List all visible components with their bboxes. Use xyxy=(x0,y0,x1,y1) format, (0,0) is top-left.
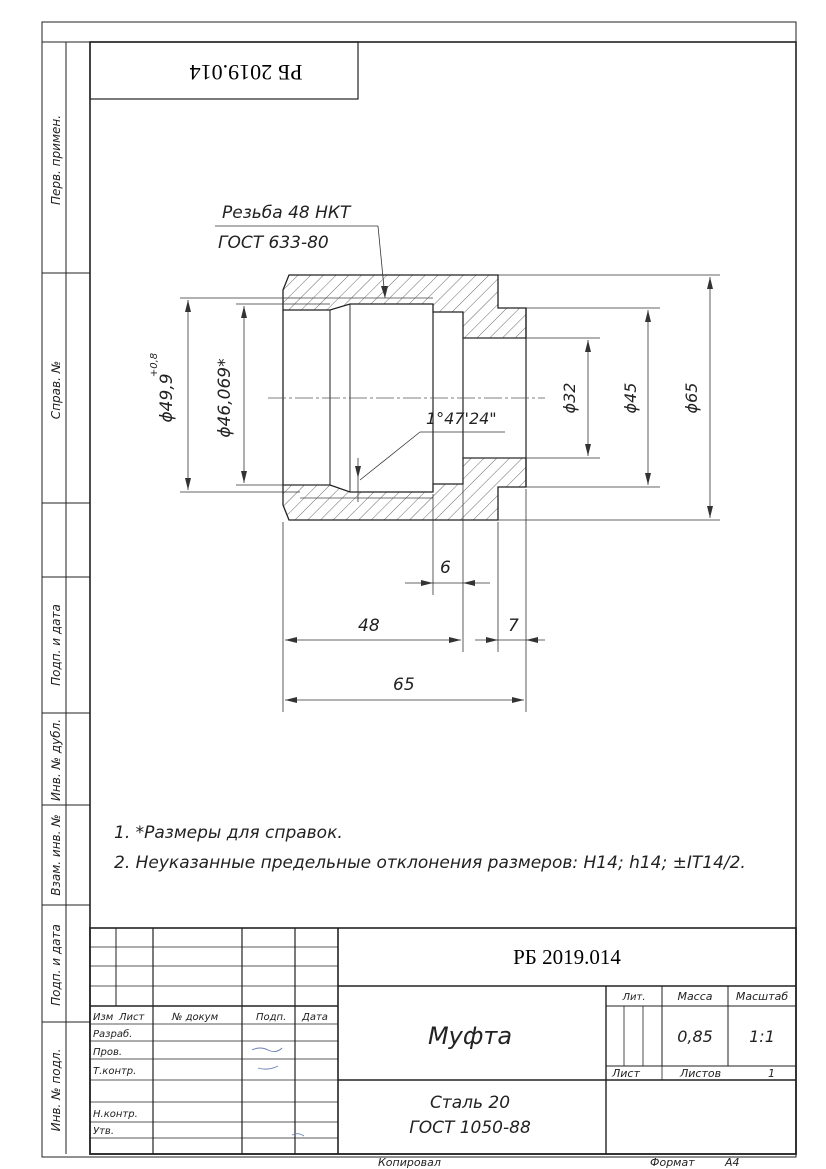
upper-wall-hatch xyxy=(283,275,526,338)
header-izm: Изм xyxy=(93,1012,114,1023)
role-t-kontr: Т.контр. xyxy=(93,1066,137,1077)
side-label-vzam-inv: Взам. инв. № xyxy=(49,814,63,896)
title-block-document-code: РБ 2019.014 xyxy=(513,945,621,969)
dim-diameter-46-069: ϕ46,069* xyxy=(215,358,235,438)
header-list: Лист xyxy=(119,1012,145,1023)
side-label-podp-data-2: Подп. и дата xyxy=(49,924,63,1006)
header-data: Дата xyxy=(302,1012,328,1023)
dim-taper-angle: 1°47'24" xyxy=(426,409,497,428)
dim-diameter-65: ϕ65 xyxy=(682,382,701,414)
part-name: Муфта xyxy=(427,1022,513,1050)
label-massa: Масса xyxy=(677,990,713,1003)
scale-value: 1:1 xyxy=(749,1027,775,1046)
side-label-inv-podl: Инв. № подл. xyxy=(49,1048,63,1132)
material-line-1: Сталь 20 xyxy=(429,1093,511,1113)
dim-diameter-49-9: ϕ49,9 xyxy=(157,373,177,423)
side-label-podp-data-1: Подп. и дата xyxy=(49,604,63,686)
role-n-kontr: Н.контр. xyxy=(93,1109,138,1120)
left-margin-strip xyxy=(42,42,90,1154)
label-format: Формат xyxy=(650,1156,695,1169)
label-listov: Листов xyxy=(680,1067,722,1080)
lower-wall-hatch xyxy=(283,458,526,520)
side-label-inv-dubl: Инв. № дубл. xyxy=(49,718,63,802)
note-line-1: 1. *Размеры для справок. xyxy=(114,823,343,843)
format-value: А4 xyxy=(725,1156,740,1169)
dim-length-65: 65 xyxy=(393,675,415,695)
role-utv: Утв. xyxy=(93,1126,114,1137)
label-kopiroval: Копировал xyxy=(378,1156,441,1169)
dim-diameter-49-9-tolerance: +0,8 xyxy=(149,352,160,378)
dim-length-6: 6 xyxy=(440,558,451,578)
thread-note-line-2: ГОСТ 633-80 xyxy=(218,233,329,253)
role-prov: Пров. xyxy=(93,1047,123,1058)
signature-marks xyxy=(252,1048,304,1136)
dim-length-48: 48 xyxy=(358,616,380,636)
label-masshtab: Масштаб xyxy=(735,990,789,1003)
part-section-view xyxy=(268,275,545,520)
side-label-perv-primen: Перв. примен. xyxy=(49,114,63,206)
rotated-document-code: РБ 2019.014 xyxy=(189,59,303,85)
label-lit: Лит. xyxy=(622,992,646,1003)
label-list-sheet: Лист xyxy=(612,1067,640,1080)
dim-diameter-45: ϕ45 xyxy=(621,382,640,414)
dim-diameter-32: ϕ32 xyxy=(560,382,579,414)
mass-value: 0,85 xyxy=(677,1027,713,1046)
inner-frame xyxy=(90,42,796,1154)
thread-note-line-1: Резьба 48 НКТ xyxy=(222,203,351,223)
note-line-2: 2. Неуказанные предельные отклонения размеров: H14; h14; ±IT14/2. xyxy=(114,853,746,873)
side-label-sprav-no: Справ. № xyxy=(49,360,63,420)
material-line-2: ГОСТ 1050-88 xyxy=(409,1118,531,1138)
header-n-dokum: № докум xyxy=(172,1012,219,1023)
header-podp: Подп. xyxy=(256,1012,287,1023)
role-razrab: Разраб. xyxy=(93,1029,133,1040)
dim-length-7: 7 xyxy=(508,616,519,636)
sheets-count: 1 xyxy=(768,1067,775,1080)
